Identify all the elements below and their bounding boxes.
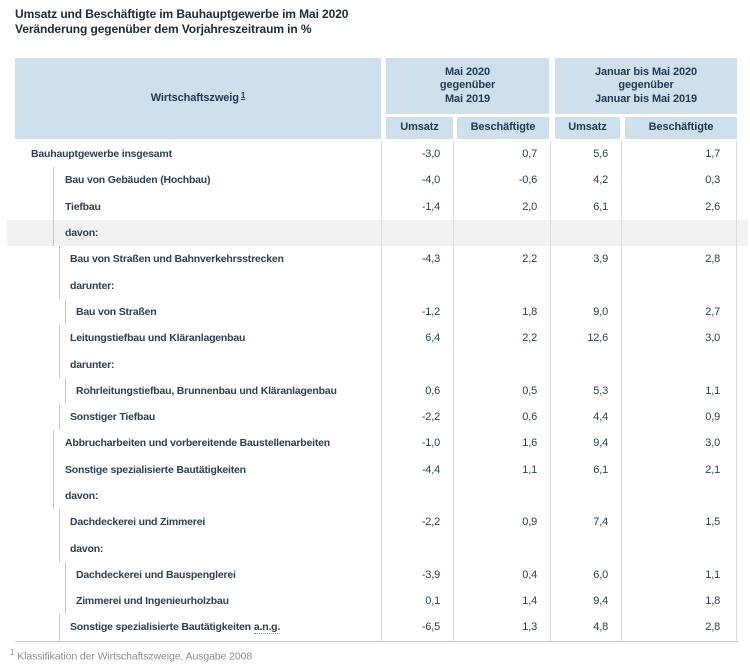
- cell-value: [453, 220, 550, 246]
- cell-value: -3,0: [381, 141, 453, 167]
- cell-value: 12,6: [550, 325, 621, 351]
- cell-value: -1,0: [381, 430, 453, 456]
- indent-guide-line: [53, 167, 54, 193]
- cell-value: [453, 535, 550, 561]
- column-header-label: Wirtschaftszweig: [150, 91, 239, 104]
- indent-guide-line: [65, 378, 66, 404]
- table-bottom-border: [15, 641, 738, 642]
- row-label-text: davon:: [70, 542, 104, 555]
- table-row: [7, 614, 748, 640]
- subcolumn-header-beschaeftigte-jan-mai: Beschäftigte: [625, 117, 737, 139]
- table-row: [7, 509, 748, 535]
- cell-value: 0,4: [453, 562, 550, 588]
- cell-value: -1,4: [381, 194, 453, 220]
- cell-value: 3,0: [621, 430, 737, 456]
- indent-guide-line: [53, 430, 54, 456]
- table-body: [7, 141, 748, 641]
- cell-value: -3,9: [381, 562, 453, 588]
- row-label: [15, 220, 381, 246]
- statistics-table: [7, 58, 748, 642]
- row-label: [15, 299, 381, 325]
- footnote-marker: 1: [10, 648, 15, 657]
- row-label-text: Dachdeckerei und Zimmerei: [70, 516, 206, 529]
- cell-value: 5,3: [550, 378, 621, 404]
- row-label-text: Bau von Straßen: [76, 305, 157, 318]
- cell-value: [621, 483, 737, 509]
- page-title: [15, 7, 348, 36]
- cell-value: 0,6: [381, 378, 453, 404]
- row-label: [15, 457, 381, 483]
- cell-value: 5,6: [550, 141, 621, 167]
- cell-value: 2,1: [621, 457, 737, 483]
- row-label-text: Abbrucharbeiten und vorbereitende Baustellenarbeiten: [65, 437, 330, 450]
- table-row-connector: [7, 535, 748, 561]
- indent-guide-line: [53, 194, 54, 220]
- table-row-connector: [7, 220, 748, 246]
- cell-value: 6,0: [550, 562, 621, 588]
- cell-value: [621, 351, 737, 377]
- row-label: [15, 351, 381, 377]
- cell-value: [381, 272, 453, 298]
- cell-value: 9,0: [550, 299, 621, 325]
- indent-guide-line: [65, 299, 66, 325]
- footnote-text: Klassifikation der Wirtschaftszweige, Ausgabe 2008: [17, 650, 253, 663]
- cell-value: 6,1: [550, 194, 621, 220]
- row-label-text: Bauhauptgewerbe insgesamt: [31, 148, 172, 161]
- cell-value: 3,0: [621, 325, 737, 351]
- cell-value: [453, 351, 550, 377]
- table-row: [7, 404, 748, 430]
- cell-value: [381, 483, 453, 509]
- indent-guide-line: [59, 614, 60, 640]
- cell-value: 1,1: [453, 457, 550, 483]
- cell-value: 4,2: [550, 167, 621, 193]
- table-row: [7, 378, 748, 404]
- row-label: [15, 194, 381, 220]
- cell-value: 0,9: [621, 404, 737, 430]
- cell-value: 1,5: [621, 509, 737, 535]
- cell-value: [550, 535, 621, 561]
- cell-value: 2,8: [621, 614, 737, 640]
- table-row: [7, 167, 748, 193]
- indent-guide-line: [59, 509, 60, 535]
- cell-value: 1,8: [453, 299, 550, 325]
- cell-value: 4,4: [550, 404, 621, 430]
- cell-value: [550, 483, 621, 509]
- cell-value: -6,5: [381, 614, 453, 640]
- cell-value: 1,4: [453, 588, 550, 614]
- cell-value: -2,2: [381, 509, 453, 535]
- cell-value: [621, 535, 737, 561]
- cell-value: 9,4: [550, 430, 621, 456]
- table-row: [7, 588, 748, 614]
- cell-value: [621, 220, 737, 246]
- row-label-text: Zimmerei und Ingenieurholzbau: [76, 595, 229, 608]
- table-row: [7, 430, 748, 456]
- cell-value: 1,1: [621, 378, 737, 404]
- row-label-text: Bau von Gebäuden (Hochbau): [65, 174, 211, 187]
- cell-value: [550, 272, 621, 298]
- column-header-wirtschaftszweig: [15, 58, 381, 139]
- cell-value: [550, 220, 621, 246]
- cell-value: 1,3: [453, 614, 550, 640]
- cell-value: -4,0: [381, 167, 453, 193]
- row-label: [15, 614, 381, 640]
- row-label-text: darunter:: [70, 279, 115, 292]
- table-row: [7, 194, 748, 220]
- indent-guide-line: [65, 562, 66, 588]
- cell-value: -4,4: [381, 457, 453, 483]
- cell-value: -1,2: [381, 299, 453, 325]
- footnote: [10, 648, 252, 663]
- cell-value: [453, 272, 550, 298]
- table-row: [7, 325, 748, 351]
- row-label: [15, 141, 381, 167]
- cell-value: -0,6: [453, 167, 550, 193]
- table-row-connector: [7, 351, 748, 377]
- cell-value: 1,7: [621, 141, 737, 167]
- cell-value: 9,4: [550, 588, 621, 614]
- subcolumn-header-beschaeftigte-mai: Beschäftigte: [457, 117, 549, 139]
- cell-value: 6,4: [381, 325, 453, 351]
- row-label-text: darunter:: [70, 358, 115, 371]
- indent-guide-line: [59, 246, 60, 272]
- row-label: [15, 535, 381, 561]
- table-row: [7, 562, 748, 588]
- cell-value: [453, 483, 550, 509]
- row-label-text: Sonstige spezialisierte Bautätigkeiten: [65, 463, 246, 476]
- footnote-ref-link[interactable]: 1: [240, 90, 246, 100]
- cell-value: [381, 351, 453, 377]
- cell-value: -4,3: [381, 246, 453, 272]
- indent-guide-line: [65, 588, 66, 614]
- cell-value: 1,8: [621, 588, 737, 614]
- cell-value: 2,7: [621, 299, 737, 325]
- group-header-mai-2020: Mai 2020 gegenüber Mai 2019: [386, 58, 549, 114]
- row-label: [15, 272, 381, 298]
- cell-value: [381, 535, 453, 561]
- row-label: [15, 588, 381, 614]
- cell-value: 2,8: [621, 246, 737, 272]
- row-label-text: Leitungstiefbau und Kläranlagenbau: [70, 332, 246, 345]
- subcolumn-header-umsatz-mai: Umsatz: [386, 117, 453, 139]
- cell-value: 0,9: [453, 509, 550, 535]
- cell-value: [621, 272, 737, 298]
- cell-value: 1,6: [453, 430, 550, 456]
- table-row-connector: [7, 483, 748, 509]
- row-label: [15, 378, 381, 404]
- cell-value: 0,3: [621, 167, 737, 193]
- group-header-januar-bis-mai-2020: Januar bis Mai 2020 gegenüber Januar bis Mai 2019: [555, 58, 737, 114]
- cell-value: 2,6: [621, 194, 737, 220]
- row-label-text: Sonstige spezialisierte Bautätigkeiten: [70, 621, 251, 634]
- cell-value: 2,2: [453, 325, 550, 351]
- title-line-1: Umsatz und Beschäftigte im Bauhauptgewerbe im Mai 2020: [15, 7, 349, 21]
- row-label-text: davon:: [65, 490, 99, 502]
- cell-value: 2,2: [453, 246, 550, 272]
- row-label: [15, 246, 381, 272]
- table-row: [7, 457, 748, 483]
- table-row: [7, 299, 748, 325]
- table-row-connector: [7, 272, 748, 298]
- cell-value: 4,8: [550, 614, 621, 640]
- cell-value: [550, 351, 621, 377]
- cell-value: 0,6: [453, 404, 550, 430]
- cell-value: 7,4: [550, 509, 621, 535]
- indent-guide-line: [53, 457, 54, 483]
- table-row: [7, 141, 748, 167]
- row-label-text: Rohrleitungstiefbau, Brunnenbau und Kläranlagenbau: [76, 384, 337, 397]
- indent-guide-line: [59, 272, 60, 298]
- row-label: [15, 167, 381, 193]
- table-header: [7, 58, 748, 141]
- cell-value: 0,7: [453, 141, 550, 167]
- row-label-text: davon:: [65, 227, 99, 240]
- indent-guide-line: [53, 483, 54, 509]
- row-label-text: Tiefbau: [65, 200, 101, 213]
- row-label-text: Sonstiger Tiefbau: [70, 411, 156, 424]
- row-label: [15, 483, 381, 509]
- row-label: [15, 404, 381, 430]
- indent-guide-line: [53, 220, 54, 246]
- cell-value: [381, 220, 453, 246]
- abbreviation-ang[interactable]: a.n.g.: [253, 620, 281, 633]
- cell-value: 0,1: [381, 588, 453, 614]
- indent-guide-line: [59, 351, 60, 377]
- cell-value: 2,0: [453, 194, 550, 220]
- cell-value: 3,9: [550, 246, 621, 272]
- row-label: [15, 430, 381, 456]
- row-label-text: Bau von Straßen und Bahnverkehrsstrecken: [70, 253, 284, 266]
- cell-value: 6,1: [550, 457, 621, 483]
- title-line-2: Veränderung gegenüber dem Vorjahreszeitraum in %: [15, 21, 312, 36]
- table-row: [7, 246, 748, 272]
- indent-guide-line: [59, 535, 60, 561]
- subcolumn-header-umsatz-jan-mai: Umsatz: [555, 117, 620, 139]
- row-label-text: Dachdeckerei und Bauspenglerei: [76, 568, 236, 581]
- row-label: [15, 325, 381, 351]
- row-label: [15, 509, 381, 535]
- indent-guide-line: [59, 404, 60, 430]
- cell-value: -2,2: [381, 404, 453, 430]
- cell-value: 0,5: [453, 378, 550, 404]
- cell-value: 1,1: [621, 562, 737, 588]
- row-label: [15, 562, 381, 588]
- indent-guide-line: [59, 325, 60, 351]
